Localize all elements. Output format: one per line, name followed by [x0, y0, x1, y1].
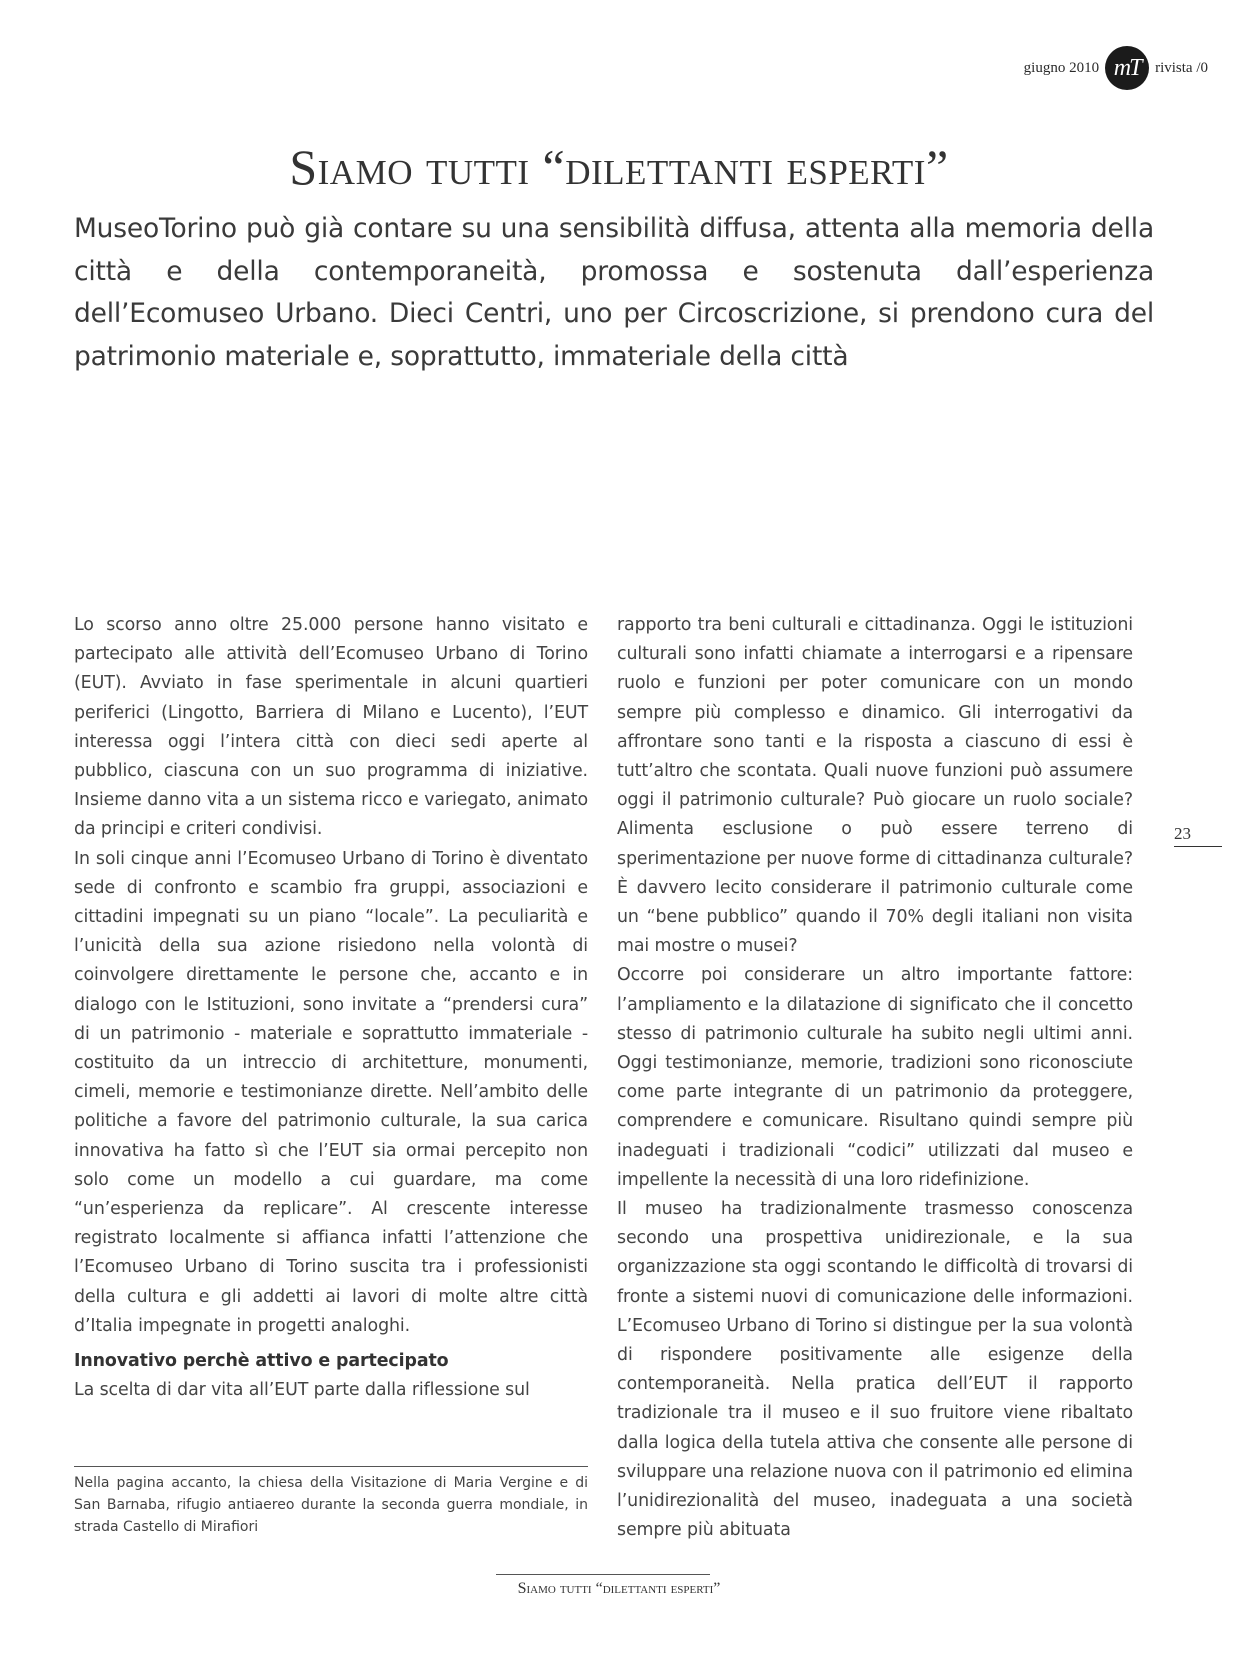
left-paragraph-1: Lo scorso anno oltre 25.000 persone hanno visitato e partecipato alle attività dell’Ecomuseo Urbano di Torino (EUT). Avviato in fase sperimentale in alcuni quartieri periferici (Lingotto, Barriera di Milano e Lucento), l’EUT interessa oggi l’intera città con dieci sedi aperte al pubblico, ciascuna con un suo programma di iniziative. Insieme danno vita a un sistema ricco e variegato, animato da principi e criteri condivisi. [74, 615, 588, 840]
left-column [74, 611, 588, 1405]
footer-rule [496, 1574, 710, 1575]
left-paragraph-3: La scelta di dar vita all’EUT parte dalla riflessione sul [74, 1380, 530, 1401]
header-date: giugno 2010 [1023, 59, 1100, 76]
magazine-logo: mT [1105, 46, 1149, 90]
running-footer: Siamo tutti “dilettanti esperti” [517, 1580, 721, 1597]
header-issue: rivista /0 [1155, 59, 1208, 76]
photo-caption: Nella pagina accanto, la chiesa della Visitazione di Maria Vergine e di San Barnaba, rifugio antiaereo durante la seconda guerra mondiale, in strada Castello di Mirafiori [74, 1475, 588, 1535]
left-paragraph-2: In soli cinque anni l’Ecomuseo Urbano di Torino è diventato sede di confronto e scambio fra gruppi, associazioni e cittadini impegnati su un piano “locale”. La peculiarità e l’unicità della sua azione risiedono nella volontà di coinvolgere direttamente le persone che, accanto e in dialogo con le Istituzioni, sono invitate a “prendersi cura” di un patrimonio - materiale e soprattutto immateriale - costituito da un intreccio di architetture, monumenti, cimeli, memorie e testimonianze dirette. Nell’ambito delle politiche a favore del patrimonio culturale, la sua carica innovativa ha fatto sì che l’EUT sia ormai percepito non solo come un modello a cui guardare, ma come “un’esperienza da replicare”. Al crescente interesse registrato localmente si affianca infatti l’attenzione che l’Ecomuseo Urbano di Torino suscita tra i professionisti della cultura e gli addetti ai lavori di molte altre città d’Italia impegnate in progetti analoghi. [74, 848, 588, 1336]
right-paragraph-3: Il museo ha tradizionalmente trasmesso conoscenza secondo una prospettiva unidirezionale, e la sua organizzazione sta oggi scontando le difficoltà di trovarsi di fronte a sistemi nuovi di comunicazione delle informazioni. L’Ecomuseo Urbano di Torino si distingue per la sua volontà di rispondere positivamente alle esigenze della contemporaneità. Nella pratica dell’EUT il rapporto tradizionale tra il museo e il suo fruitore viene ribaltato dalla logica della tutela attiva che consente alle persone di sviluppare una relazione nuova con il patrimonio ed elimina l’unidirezionalità del museo, inadeguata a una società sempre più abituata [617, 1199, 1133, 1541]
section-subheading: Innovativo perchè attivo e partecipato [74, 1351, 449, 1372]
page-number: 23 [1174, 824, 1222, 847]
right-paragraph-2: Occorre poi considerare un altro importante fattore: l’ampliamento e la dilatazione di significato che il concetto stesso di patrimonio culturale ha subito negli ultimi anni. Oggi testimonianze, memorie, tradizioni sono riconosciute come parte integrante di un patrimonio da proteggere, comprendere e comunicare. Risultano quindi sempre più inadeguati i tradizionali “codici” utilizzati dal museo e impellente la necessità di una loro ridefinizione. [617, 965, 1133, 1190]
article-lede: MuseoTorino può già contare su una sensibilità diffusa, attenta alla memoria della città e della contemporaneità, promossa e sostenuta dall’esperienza dell’Ecomuseo Urbano. Dieci Centri, uno per Circoscrizione, si prendono cura del patrimonio materiale e, soprattutto, immateriale della città [74, 213, 1154, 372]
running-header [1024, 40, 1208, 96]
caption-rule [74, 1466, 588, 1467]
article-title: Siamo tutti “dilettanti esperti” [289, 139, 949, 195]
right-paragraph-1: rapporto tra beni culturali e cittadinanza. Oggi le istituzioni culturali sono infatti chiamate a interrogarsi e a ripensare ruolo e funzioni per poter comunicare con un mondo sempre più complesso e dinamico. Gli interrogativi da affrontare sono tanti e la risposta a ciascuno di essi è tutt’altro che scontata. Quali nuove funzioni può assumere oggi il patrimonio culturale? Può giocare un ruolo sociale? Alimenta esclusione o può essere terreno di sperimentazione per nuove forme di cittadinanza culturale? È davvero lecito considerare il patrimonio culturale come un “bene pubblico” quando il 70% degli italiani non visita mai mostre o musei? [617, 615, 1133, 957]
right-column [617, 611, 1133, 1546]
